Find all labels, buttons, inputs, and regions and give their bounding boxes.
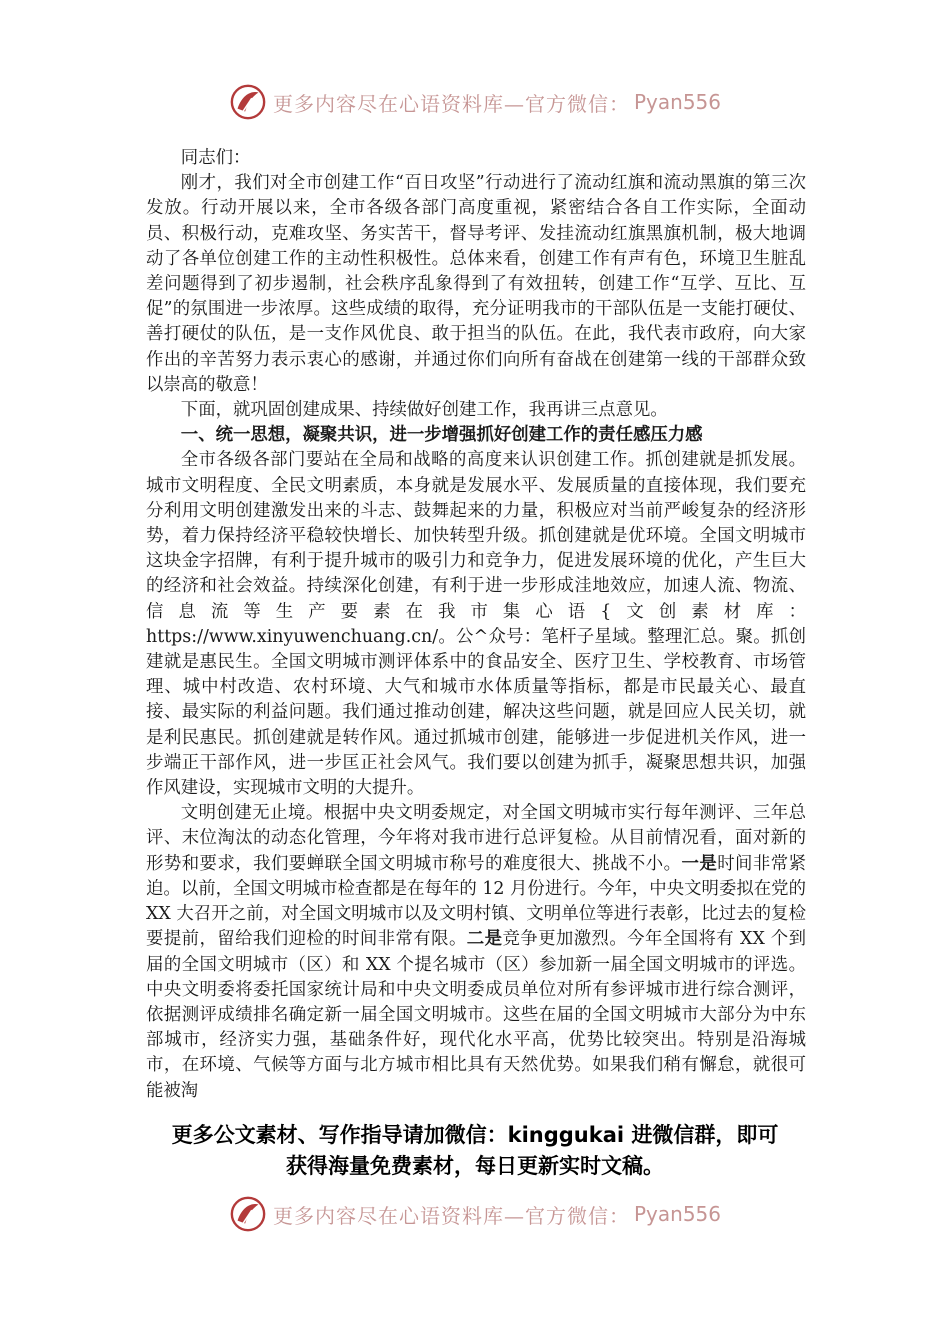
footer-line-1: 更多公文素材、写作指导请加微信：kinggukai 进微信群，即可: [171, 1123, 779, 1147]
banner-wechat-id: Pyan556: [633, 1202, 721, 1226]
footer-promo: [120, 1120, 830, 1182]
header-banner: [0, 80, 950, 124]
point-one-label: 一是: [681, 853, 718, 874]
point-two-text: 竞争更加激烈。今年全国将有 XX 个到届的全国文明城市（区）和 XX 个提名城市（区）参加新一届全国文明城市的评选。中央文明委将委托国家统计局和中央文明委成员单位对所有参评城市进行综合测评，依据测评成绩排名确定新一届全国文明城市。这些在届的全国文明城市大部分为中东部城市，经济实力强，基础条件好，现代化水平高，优势比较突出。特别是沿海城市，在环境、气候等方面与北方城市相比具有天然优势。如果我们稍有懈怠，就很可能被淘: [146, 929, 806, 1101]
paragraph-2: 下面，就巩固创建成果、持续做好创建工作，我再讲三点意见。: [180, 400, 668, 421]
banner-text: 更多内容尽在心语资料库—官方微信：: [272, 1203, 630, 1228]
paragraph-3: 全市各级各部门要站在全局和战略的高度来认识创建工作。抓创建就是抓发展。城市文明程度、全民文明素质，本身就是发展水平、发展质量的直接体现，我们要充分利用文明创建激发出来的斗志、鼓舞起来的力量，积极应对当前严峻复杂的经济形势，着力保持经济平稳较快增长、加快转型升级。抓创建就是优环境。全国文明城市这块金字招牌，有利于提升城市的吸引力和竞争力，促进发展环境的优化，产生巨大的经济和社会效益。持续深化创建，有利于进一步形成洼地效应，加速人流、物流、信息流等生产要素在我市集心语{文创素材库：https://www.xinyuwenchuang.cn/。公^众号：笔杆子星域。整理汇总。聚。抓创建就是惠民生。全国文明城市测评体系中的食品安全、医疗卫生、学校教育、市场管理、城中村改造、农村环境、大气和城市水体质量等指标，都是市民最关心、最直接、最实际的利益问题。我们通过推动创建，解决这些问题，就是回应人民关切，就是利民惠民。抓创建就是转作风。通过抓城市创建，能够进一步促进机关作风，进一步端正干部作风，进一步匡正社会风气。我们要以创建为抓手，凝聚思想共识，加强作风建设，实现城市文明的大提升。: [146, 450, 806, 799]
paragraph-4-intro: 文明创建无止境。根据中央文明委规定，对全国文明城市实行每年测评、三年总评、末位淘汰的动态化管理，今年将对我市进行总评复检。从目前情况看，面对新的形势和要求，我们要蝉联全国文明城市称号的难度很大、挑战不小。: [146, 803, 806, 874]
logo-icon: [229, 83, 267, 121]
document-body: [146, 146, 806, 1104]
point-one-text: 时间非常紧迫。以前，全国文明城市检查都是在每年的 12 月份进行。今年，中央文明委拟在党的 XX 大召开之前，对全国文明城市以及文明村镇、文明单位等进行表彰，比过去的复检要提前，留给我们迎检的时间非常有限。: [146, 853, 806, 950]
paragraph-4: [146, 801, 806, 1103]
banner-wechat-id: Pyan556: [633, 90, 721, 114]
footer-line-2: 获得海量免费素材，每日更新实时文稿。: [286, 1154, 664, 1178]
logo-icon: [229, 1195, 267, 1233]
point-two-label: 二是: [466, 929, 503, 950]
paragraph-1: 刚才，我们对全市创建工作“百日攻坚”行动进行了流动红旗和流动黑旗的第三次发放。行动开展以来，全市各级各部门高度重视，紧密结合各自工作实际，全面动员、积极行动，克难攻坚、务实苦干，督导考评、发挂流动红旗黑旗机制，极大地调动了各单位创建工作的主动性积极性。总体来看，创建工作有声有色，环境卫生脏乱差问题得到了初步遏制，社会秩序乱象得到了有效扭转，创建工作“互学、互比、互促”的氛围进一步浓厚。这些成绩的取得，充分证明我市的干部队伍是一支能打硬仗、善打硬仗的队伍，是一支作风优良、敢于担当的队伍。在此，我代表市政府，向大家作出的辛苦努力表示衷心的感谢，并通过你们向所有奋战在创建第一线的干部群众致以崇高的敬意！: [146, 173, 806, 395]
section-heading-1: 一、统一思想，凝聚共识，进一步增强抓好创建工作的责任感压力感: [180, 425, 703, 446]
footer-banner: [0, 1192, 950, 1236]
banner-text: 更多内容尽在心语资料库—官方微信：: [272, 91, 630, 116]
greeting: 同志们：: [180, 148, 251, 168]
